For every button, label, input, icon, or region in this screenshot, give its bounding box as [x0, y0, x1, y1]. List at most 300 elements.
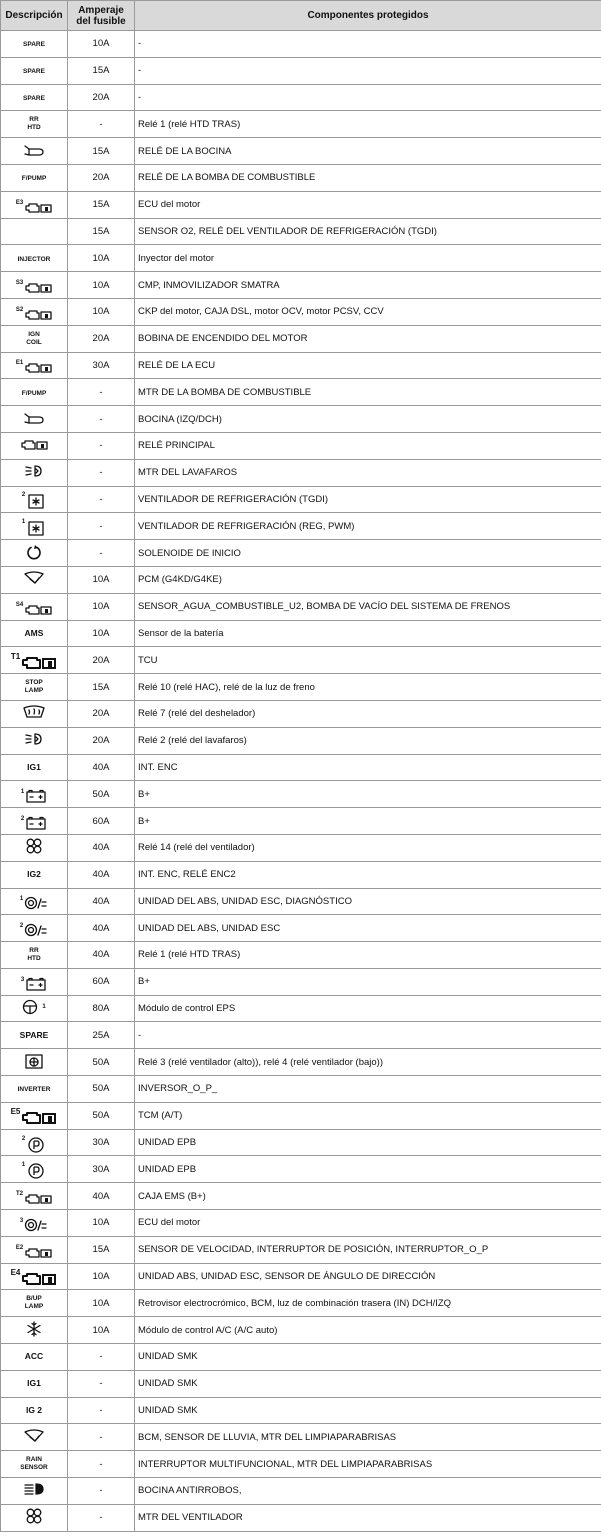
description-cell	[1, 31, 68, 58]
description-cell	[1, 861, 68, 888]
table-row	[1, 272, 601, 299]
components-cell: Relé 1 (relé HTD TRAS)	[135, 111, 601, 138]
engine-icon	[16, 307, 52, 321]
table-row	[1, 1317, 601, 1344]
description-label: IG 2	[25, 1405, 43, 1416]
components-cell: CMP, INMOVILIZADOR SMATRA	[135, 272, 601, 299]
description-cell	[1, 218, 68, 245]
table-row	[1, 1236, 601, 1263]
description-cell	[1, 272, 68, 299]
amperage-cell: 80A	[68, 995, 135, 1022]
description-label: F/PUMP	[21, 175, 47, 183]
components-cell: UNIDAD DEL ABS, UNIDAD ESC	[135, 915, 601, 942]
table-row	[1, 834, 601, 861]
components-cell: TCU	[135, 647, 601, 674]
icon-index-label: 1	[20, 789, 25, 796]
components-cell: VENTILADOR DE REFRIGERACIÓN (TGDI)	[135, 486, 601, 513]
amperage-cell: -	[68, 1370, 135, 1397]
description-cell	[1, 1317, 68, 1344]
components-cell: Módulo de control EPS	[135, 995, 601, 1022]
table-row	[1, 406, 601, 433]
description-cell	[1, 1183, 68, 1210]
description-cell	[1, 1344, 68, 1371]
icon-index-label: T2	[15, 1191, 23, 1198]
description-cell	[1, 1156, 68, 1183]
description-cell	[1, 647, 68, 674]
description-cell	[1, 1504, 68, 1531]
table-row	[1, 1478, 601, 1505]
description-cell	[1, 352, 68, 379]
description-cell	[1, 379, 68, 406]
amperage-cell: -	[68, 1504, 135, 1531]
epb-icon	[22, 1162, 46, 1180]
icon-index-label: E5	[10, 1107, 21, 1117]
amperage-cell: 10A	[68, 1210, 135, 1237]
table-row	[1, 861, 601, 888]
components-cell: TCM (A/T)	[135, 1102, 601, 1129]
table-row	[1, 432, 601, 459]
description-cell	[1, 727, 68, 754]
components-cell: Sensor de la batería	[135, 620, 601, 647]
abs-icon	[20, 923, 48, 937]
amperage-cell: 40A	[68, 861, 135, 888]
description-cell	[1, 754, 68, 781]
amperage-cell: 30A	[68, 1156, 135, 1183]
header-row	[1, 1, 601, 31]
amperage-cell: 15A	[68, 218, 135, 245]
table-row	[1, 164, 601, 191]
description-cell	[1, 566, 68, 593]
table-row	[1, 1397, 601, 1424]
description-cell	[1, 325, 68, 352]
header-amperage: Amperaje del fusible	[68, 1, 135, 31]
components-cell: MTR DEL LAVAFAROS	[135, 459, 601, 486]
components-cell: B+	[135, 808, 601, 835]
components-cell: ECU del motor	[135, 1210, 601, 1237]
table-row	[1, 218, 601, 245]
components-cell: -	[135, 31, 601, 58]
table-row	[1, 674, 601, 701]
description-cell	[1, 406, 68, 433]
components-cell: SOLENOIDE DE INICIO	[135, 540, 601, 567]
components-cell: BOCINA ANTIRROBOS,	[135, 1478, 601, 1505]
table-row	[1, 942, 601, 969]
steering-icon	[21, 999, 46, 1015]
description-label: RAIN SENSOR	[20, 1456, 48, 1472]
description-cell	[1, 57, 68, 84]
amperage-cell: -	[68, 1478, 135, 1505]
description-cell	[1, 1263, 68, 1290]
table-row	[1, 325, 601, 352]
components-cell: MTR DE LA BOMBA DE COMBUSTIBLE	[135, 379, 601, 406]
description-label: SPARE	[23, 94, 45, 102]
amperage-cell: 50A	[68, 781, 135, 808]
table-row	[1, 727, 601, 754]
icon-index-label: 2	[20, 816, 25, 822]
engine-icon	[16, 280, 52, 294]
amperage-cell: 50A	[68, 1076, 135, 1103]
defroster-icon	[22, 705, 46, 719]
table-row	[1, 245, 601, 272]
horn-icon	[23, 143, 45, 157]
components-cell: B+	[135, 968, 601, 995]
blower-icon	[25, 837, 43, 855]
table-row	[1, 1156, 601, 1183]
table-row	[1, 647, 601, 674]
description-cell	[1, 298, 68, 325]
description-label: RR HTD	[27, 116, 41, 132]
amperage-cell: 40A	[68, 915, 135, 942]
amperage-cell: 20A	[68, 727, 135, 754]
components-cell: UNIDAD SMK	[135, 1344, 601, 1371]
description-cell	[1, 1370, 68, 1397]
table-row	[1, 888, 601, 915]
description-cell	[1, 834, 68, 861]
description-cell	[1, 1210, 68, 1237]
description-cell	[1, 1397, 68, 1424]
components-cell: INTERRUPTOR MULTIFUNCIONAL, MTR DEL LIMPIAPARABRISAS	[135, 1451, 601, 1478]
components-cell: Relé 10 (relé HAC), relé de la luz de freno	[135, 674, 601, 701]
amperage-cell: -	[68, 406, 135, 433]
components-cell: SENSOR DE VELOCIDAD, INTERRUPTOR DE POSICIÓN, INTERRUPTOR_O_P	[135, 1236, 601, 1263]
icon-index-label: 1	[19, 896, 24, 903]
icon-index-label: 1	[42, 1004, 46, 1011]
icon-index-label: E2	[15, 1244, 24, 1251]
table-row	[1, 298, 601, 325]
amperage-cell: 40A	[68, 834, 135, 861]
icon-index-label: 1	[21, 1162, 26, 1169]
amperage-cell: -	[68, 379, 135, 406]
amperage-cell: 60A	[68, 968, 135, 995]
description-label: ACC	[24, 1351, 44, 1362]
table-row	[1, 593, 601, 620]
amperage-cell: -	[68, 1344, 135, 1371]
table-row	[1, 191, 601, 218]
description-cell	[1, 191, 68, 218]
table-row	[1, 968, 601, 995]
description-cell	[1, 1022, 68, 1049]
components-cell: Relé 14 (relé del ventilador)	[135, 834, 601, 861]
components-cell: RELÉ DE LA BOMBA DE COMBUSTIBLE	[135, 164, 601, 191]
icon-index-label: S3	[15, 280, 24, 287]
components-cell: CAJA EMS (B+)	[135, 1183, 601, 1210]
icon-index-label: 3	[19, 1217, 24, 1224]
amperage-cell: -	[68, 111, 135, 138]
amperage-cell: 15A	[68, 57, 135, 84]
table-row	[1, 754, 601, 781]
icon-index-label: 1	[21, 519, 26, 526]
components-cell: SENSOR O2, RELÉ DEL VENTILADOR DE REFRIGERACIÓN (TGDI)	[135, 218, 601, 245]
icon-index-label: E1	[15, 360, 24, 367]
description-label: INVERTER	[17, 1086, 51, 1094]
icon-index-label: 2	[21, 1135, 26, 1142]
amperage-cell: 20A	[68, 647, 135, 674]
description-cell	[1, 1290, 68, 1317]
table-row	[1, 1344, 601, 1371]
table-row	[1, 808, 601, 835]
icon-index-label: 2	[21, 492, 26, 499]
wiper-icon	[23, 1429, 45, 1443]
battery-icon	[21, 977, 47, 991]
icon-index-label: S2	[15, 306, 24, 313]
engine-icon	[20, 437, 48, 451]
engine-icon	[16, 602, 52, 616]
table-row	[1, 1210, 601, 1237]
amperage-cell: 15A	[68, 191, 135, 218]
fan-relay-icon	[23, 1052, 45, 1070]
components-cell: UNIDAD EPB	[135, 1129, 601, 1156]
headlamp-washer-icon	[24, 732, 44, 746]
amperage-cell: -	[68, 1397, 135, 1424]
cooling-fan-icon	[22, 519, 46, 537]
amperage-cell: 10A	[68, 298, 135, 325]
fuse-table-body	[1, 31, 601, 1532]
components-cell: UNIDAD DEL ABS, UNIDAD ESC, DIAGNÓSTICO	[135, 888, 601, 915]
header-description: Descripción	[1, 1, 68, 31]
description-cell	[1, 1076, 68, 1103]
start-icon	[26, 544, 42, 560]
description-cell	[1, 674, 68, 701]
table-row	[1, 352, 601, 379]
headlamp-icon	[23, 1482, 45, 1496]
table-row	[1, 700, 601, 727]
components-cell: -	[135, 1022, 601, 1049]
table-row	[1, 1504, 601, 1531]
description-cell	[1, 245, 68, 272]
table-row	[1, 995, 601, 1022]
icon-index-label: E3	[15, 199, 24, 206]
description-cell	[1, 968, 68, 995]
description-cell	[1, 1424, 68, 1451]
icon-index-label: T1	[10, 651, 21, 661]
components-cell: INT. ENC	[135, 754, 601, 781]
components-cell: CKP del motor, CAJA DSL, motor OCV, motor PCSV, CCV	[135, 298, 601, 325]
amperage-cell: -	[68, 432, 135, 459]
amperage-cell: 20A	[68, 84, 135, 111]
description-cell	[1, 84, 68, 111]
engine-icon	[11, 1108, 58, 1125]
engine-icon	[16, 360, 52, 374]
amperage-cell: 10A	[68, 245, 135, 272]
components-cell: Relé 2 (relé del lavafaros)	[135, 727, 601, 754]
abs-icon	[20, 896, 48, 910]
table-row	[1, 1022, 601, 1049]
header-components: Componentes protegidos	[135, 1, 601, 31]
description-label: SPARE	[23, 41, 45, 49]
description-cell	[1, 1129, 68, 1156]
amperage-cell: 10A	[68, 31, 135, 58]
description-cell	[1, 888, 68, 915]
description-label: SPARE	[23, 68, 45, 76]
description-cell	[1, 1236, 68, 1263]
amperage-cell: 50A	[68, 1102, 135, 1129]
description-cell	[1, 486, 68, 513]
description-label: INJECTOR	[17, 255, 51, 263]
components-cell: SENSOR_AGUA_COMBUSTIBLE_U2, BOMBA DE VACÍO DEL SISTEMA DE FRENOS	[135, 593, 601, 620]
components-cell: PCM (G4KD/G4KE)	[135, 566, 601, 593]
description-cell	[1, 459, 68, 486]
amperage-cell: 20A	[68, 325, 135, 352]
description-cell	[1, 995, 68, 1022]
table-row	[1, 1290, 601, 1317]
description-cell	[1, 915, 68, 942]
amperage-cell: -	[68, 513, 135, 540]
description-label: IG1	[27, 761, 41, 772]
components-cell: ECU del motor	[135, 191, 601, 218]
components-cell: UNIDAD SMK	[135, 1370, 601, 1397]
wiper-icon	[23, 571, 45, 585]
amperage-cell: -	[68, 486, 135, 513]
description-cell	[1, 593, 68, 620]
description-label: RR HTD	[27, 946, 41, 962]
amperage-cell: 40A	[68, 888, 135, 915]
amperage-cell: 40A	[68, 1183, 135, 1210]
description-cell	[1, 1102, 68, 1129]
table-row	[1, 1451, 601, 1478]
components-cell: UNIDAD SMK	[135, 1397, 601, 1424]
components-cell: Relé 3 (relé ventilador (alto)), relé 4 (relé ventilador (bajo))	[135, 1049, 601, 1076]
description-cell	[1, 138, 68, 165]
table-row	[1, 1370, 601, 1397]
components-cell: B+	[135, 781, 601, 808]
amperage-cell: 50A	[68, 1049, 135, 1076]
description-cell	[1, 513, 68, 540]
headlamp-washer-icon	[24, 464, 44, 478]
amperage-cell: 10A	[68, 272, 135, 299]
description-cell	[1, 1451, 68, 1478]
icon-index-label: 2	[19, 923, 24, 930]
table-row	[1, 1076, 601, 1103]
engine-icon	[16, 1245, 52, 1259]
components-cell: INVERSOR_O_P_	[135, 1076, 601, 1103]
description-cell	[1, 700, 68, 727]
components-cell: -	[135, 84, 601, 111]
description-cell	[1, 620, 68, 647]
amperage-cell: 25A	[68, 1022, 135, 1049]
table-row	[1, 138, 601, 165]
table-row	[1, 459, 601, 486]
battery-icon	[21, 789, 47, 803]
components-cell: RELÉ DE LA BOCINA	[135, 138, 601, 165]
amperage-cell: -	[68, 1451, 135, 1478]
amperage-cell: 15A	[68, 674, 135, 701]
amperage-cell: 15A	[68, 1236, 135, 1263]
description-label: F/PUMP	[21, 389, 47, 397]
components-cell: Retrovisor electrocrómico, BCM, luz de combinación trasera (IN) DCH/IZQ	[135, 1290, 601, 1317]
description-label: IGN COIL	[26, 330, 42, 346]
battery-icon	[21, 816, 47, 830]
icon-index-label: 3	[20, 976, 25, 983]
description-label: IG1	[27, 1378, 41, 1389]
table-row	[1, 1263, 601, 1290]
amperage-cell: 10A	[68, 566, 135, 593]
abs-icon	[20, 1218, 48, 1232]
engine-icon	[11, 1269, 58, 1286]
components-cell: Inyector del motor	[135, 245, 601, 272]
icon-index-label: S4	[15, 601, 24, 608]
table-row	[1, 566, 601, 593]
amperage-cell: -	[68, 540, 135, 567]
description-cell	[1, 1478, 68, 1505]
description-cell	[1, 942, 68, 969]
amperage-cell: 10A	[68, 1317, 135, 1344]
table-row	[1, 486, 601, 513]
table-row	[1, 84, 601, 111]
epb-icon	[22, 1136, 46, 1154]
components-cell: INT. ENC, RELÉ ENC2	[135, 861, 601, 888]
amperage-cell: 10A	[68, 1290, 135, 1317]
description-cell	[1, 432, 68, 459]
amperage-cell: 40A	[68, 942, 135, 969]
components-cell: Relé 7 (relé del deshelador)	[135, 700, 601, 727]
description-label: SPARE	[19, 1029, 49, 1040]
table-row	[1, 513, 601, 540]
table-row	[1, 31, 601, 58]
components-cell: RELÉ PRINCIPAL	[135, 432, 601, 459]
components-cell: UNIDAD EPB	[135, 1156, 601, 1183]
table-row	[1, 540, 601, 567]
description-label: STOP LAMP	[24, 679, 44, 695]
table-row	[1, 111, 601, 138]
blower-icon	[25, 1507, 43, 1525]
components-cell: MTR DEL VENTILADOR	[135, 1504, 601, 1531]
description-label: IG2	[27, 869, 41, 880]
components-cell: BCM, SENSOR DE LLUVIA, MTR DEL LIMPIAPARABRISAS	[135, 1424, 601, 1451]
table-row	[1, 781, 601, 808]
components-cell: VENTILADOR DE REFRIGERACIÓN (REG, PWM)	[135, 513, 601, 540]
description-cell	[1, 540, 68, 567]
amperage-cell: -	[68, 459, 135, 486]
table-row	[1, 1102, 601, 1129]
cooling-fan-icon	[22, 492, 46, 510]
icon-index-label: E4	[10, 1268, 21, 1278]
description-cell	[1, 781, 68, 808]
table-row	[1, 1049, 601, 1076]
description-cell	[1, 1049, 68, 1076]
amperage-cell: 40A	[68, 754, 135, 781]
components-cell: -	[135, 57, 601, 84]
description-cell	[1, 111, 68, 138]
table-row	[1, 379, 601, 406]
description-cell	[1, 808, 68, 835]
amperage-cell: 15A	[68, 138, 135, 165]
amperage-cell: 20A	[68, 164, 135, 191]
table-row	[1, 915, 601, 942]
amperage-cell: 10A	[68, 593, 135, 620]
amperage-cell: 30A	[68, 1129, 135, 1156]
components-cell: UNIDAD ABS, UNIDAD ESC, SENSOR DE ÁNGULO DE DIRECCIÓN	[135, 1263, 601, 1290]
table-row	[1, 57, 601, 84]
engine-icon	[11, 653, 57, 670]
amperage-cell: 60A	[68, 808, 135, 835]
components-cell: Módulo de control A/C (A/C auto)	[135, 1317, 601, 1344]
components-cell: RELÉ DE LA ECU	[135, 352, 601, 379]
amperage-cell: -	[68, 1424, 135, 1451]
engine-icon	[16, 1191, 52, 1205]
amperage-cell: 10A	[68, 1263, 135, 1290]
engine-icon	[16, 200, 52, 214]
horn-icon	[23, 411, 45, 425]
amperage-cell: 30A	[68, 352, 135, 379]
description-label: AMS	[24, 627, 44, 638]
table-row	[1, 620, 601, 647]
components-cell: Relé 1 (relé HTD TRAS)	[135, 942, 601, 969]
ac-icon	[26, 1321, 42, 1337]
amperage-cell: 10A	[68, 620, 135, 647]
description-cell	[1, 164, 68, 191]
amperage-cell: 20A	[68, 700, 135, 727]
table-row	[1, 1129, 601, 1156]
